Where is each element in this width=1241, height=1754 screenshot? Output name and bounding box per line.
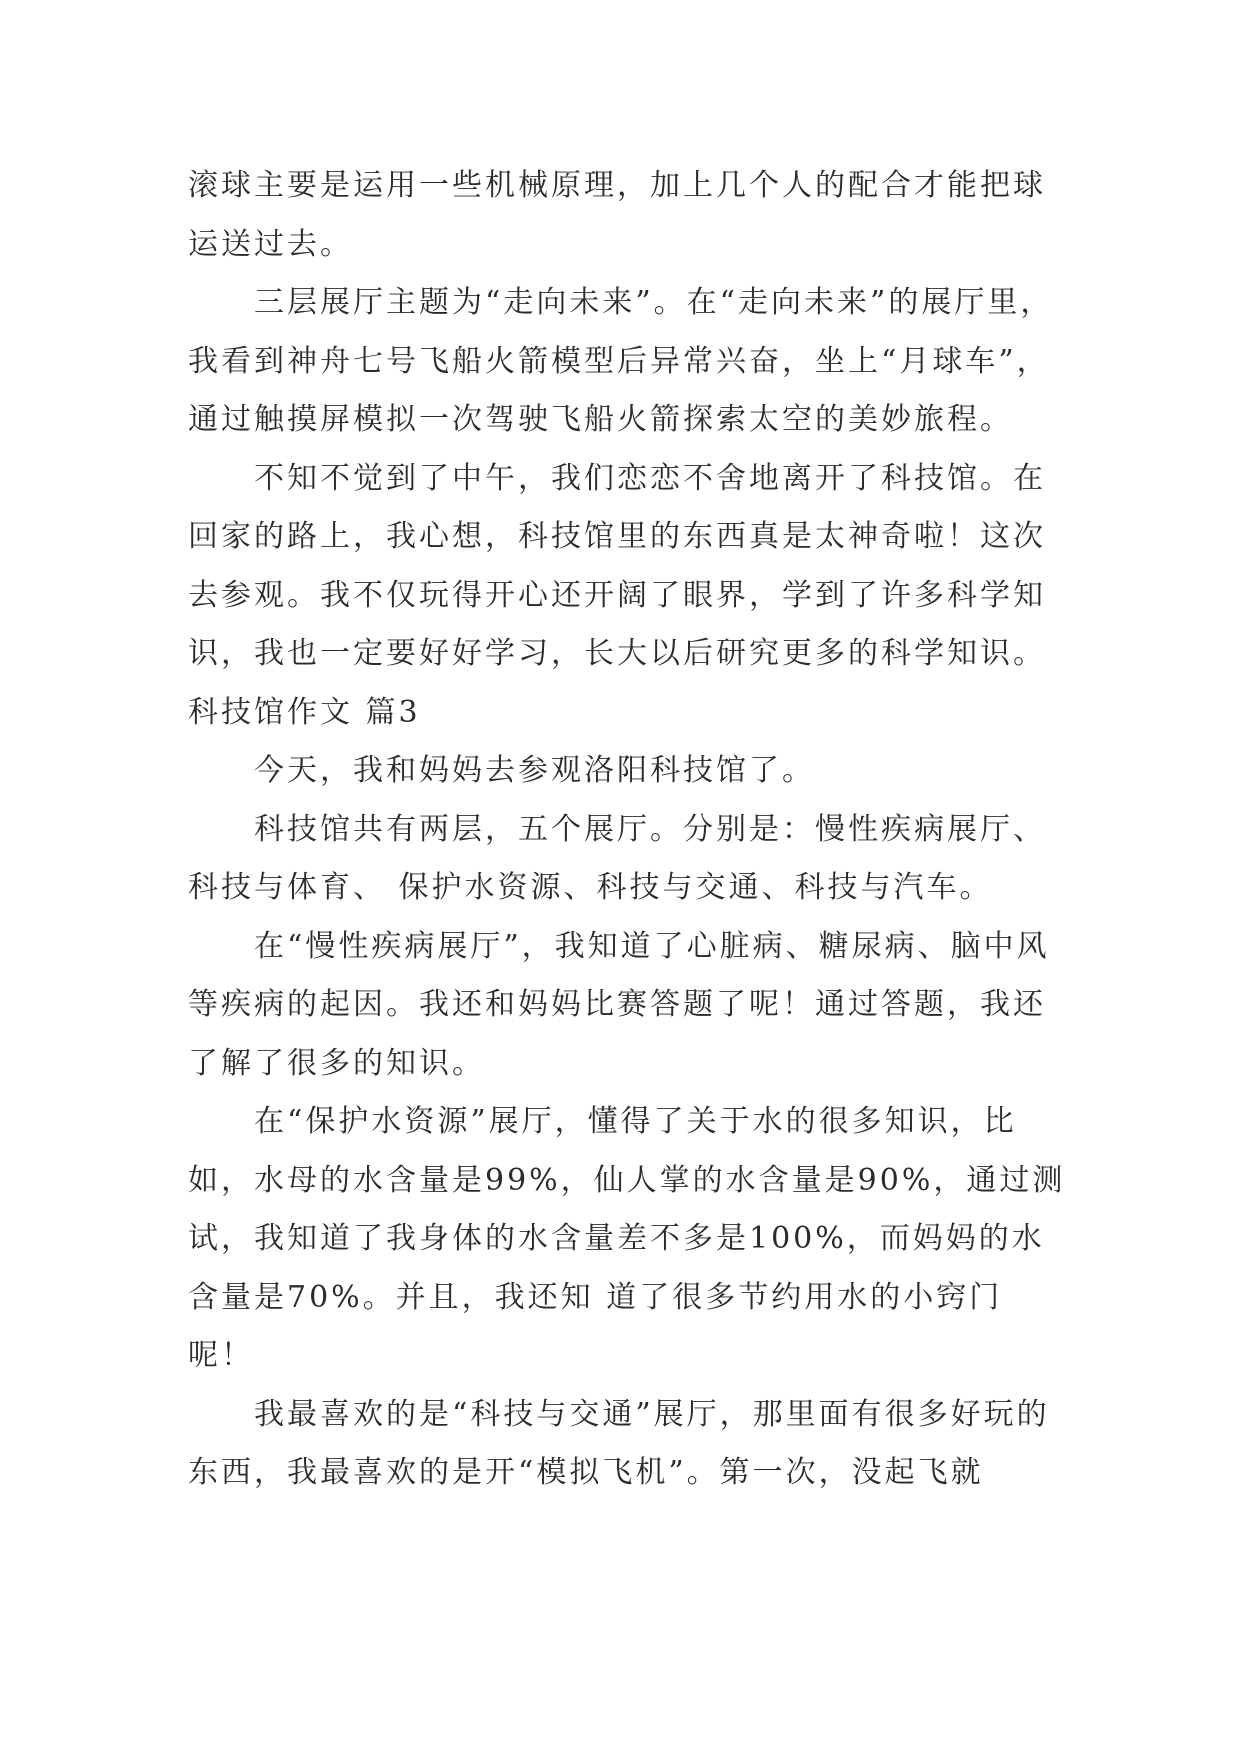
section-heading: 科技馆作文 篇3 xyxy=(188,694,421,730)
paragraph-5: 科技馆共有两层，五个展厅。分别是：慢性疾病展厅、科技与体育、 保护水资源、科技与交通、科技与汽车。 xyxy=(188,811,1046,905)
paragraph-3: 不知不觉到了中午，我们恋恋不舍地离开了科技馆。在回家的路上，我心想，科技馆里的东西真是太神奇啦！这次去参观。我不仅玩得开心还开阔了眼界，学到了许多科学知识，我也一定要好好学习，长大以后研究更多的科学知识。 xyxy=(188,460,1046,671)
paragraph-8: 我最喜欢的是“科技与交通”展厅，那里面有很多好玩的东西，我最喜欢的是开“模拟飞机”。第一次，没起飞就 xyxy=(188,1396,1050,1490)
document-body xyxy=(188,157,1068,1503)
paragraph-4: 今天，我和妈妈去参观洛阳科技馆了。 xyxy=(254,753,815,788)
paragraph-1: 滚球主要是运用一些机械原理，加上几个人的配合才能把球运送过去。 xyxy=(188,168,1046,262)
paragraph-6: 在“慢性疾病展厅”，我知道了心脏病、糖尿病、脑中风等疾病的起因。我还和妈妈比赛答题了呢！通过答题，我还了解了很多的知识。 xyxy=(188,928,1050,1081)
paragraph-7: 在“保护水资源”展厅，懂得了关于水的很多知识，比如，水母的水含量是99%，仙人掌的水含量是90%，通过测试，我知道了我身体的水含量差不多是100%，而妈妈的水含量是70%。并且，我还知 道了很多节约用水的小窍门呢！ xyxy=(188,1104,1066,1373)
paragraph-2: 三层展厅主题为“走向未来”。在“走向未来”的展厅里，我看到神舟七号飞船火箭模型后异常兴奋，坐上“月球车”，通过触摸屏模拟一次驾驶飞船火箭探索太空的美妙旅程。 xyxy=(188,285,1054,437)
